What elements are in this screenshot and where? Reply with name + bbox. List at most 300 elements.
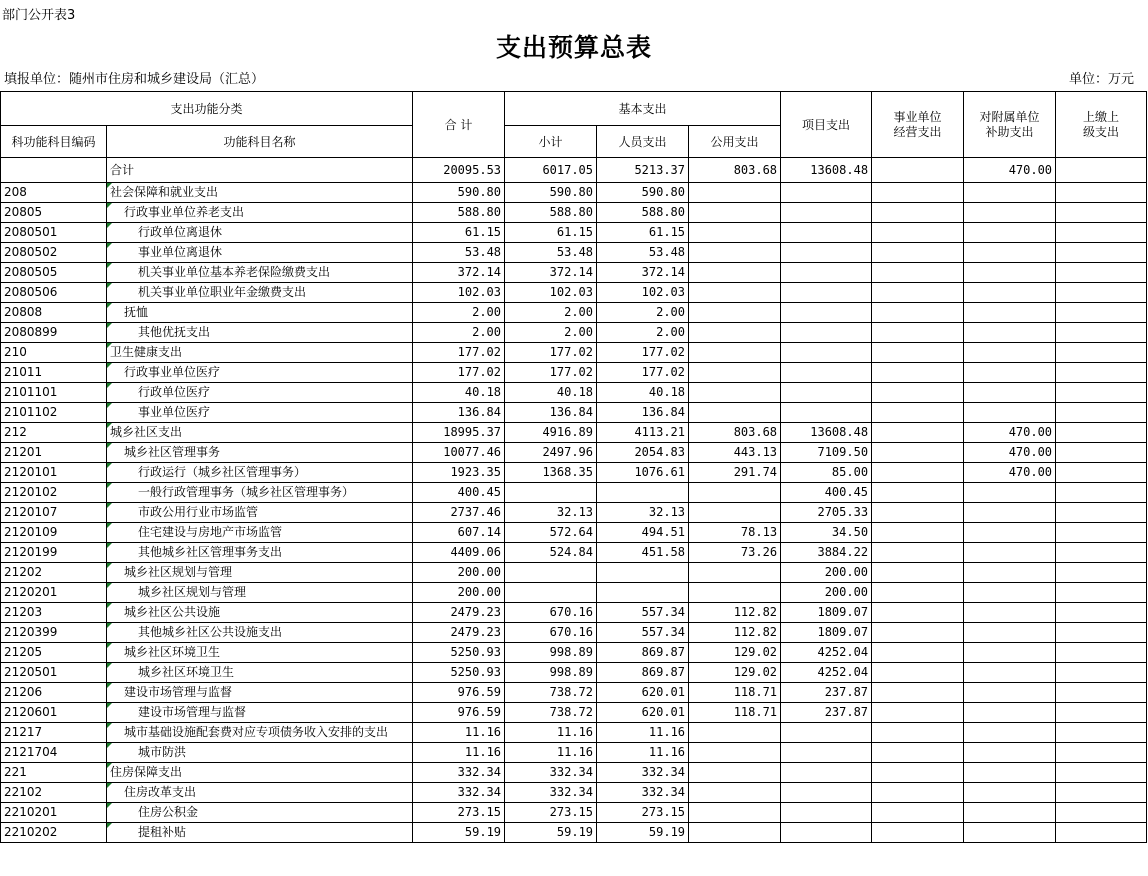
table-row <box>1 803 1147 823</box>
cell-public: 112.82 <box>689 623 781 643</box>
cell-subtotal: 53.48 <box>505 243 597 263</box>
cell-higher <box>1056 403 1147 423</box>
cell-personnel: 332.34 <box>597 783 689 803</box>
cell-name <box>107 323 413 343</box>
cell-higher <box>1056 463 1147 483</box>
cell-personnel: 1076.61 <box>597 463 689 483</box>
cell-personnel: 40.18 <box>597 383 689 403</box>
cell-personnel: 102.03 <box>597 283 689 303</box>
cell-public <box>689 503 781 523</box>
table-row <box>1 503 1147 523</box>
cell-subsidy <box>964 683 1056 703</box>
cell-total: 18995.37 <box>413 423 505 443</box>
cell-name-text: 卫生健康支出 <box>110 345 183 359</box>
cell-name-text: 城市基础设施配套费对应专项债务收入安排的支出 <box>124 725 389 739</box>
cell-subtotal: 372.14 <box>505 263 597 283</box>
cell-subtotal: 998.89 <box>505 663 597 683</box>
cell-subsidy <box>964 783 1056 803</box>
cell-comment-marker-icon <box>107 423 112 428</box>
cell-personnel: 557.34 <box>597 603 689 623</box>
cell-subtotal: 590.80 <box>505 183 597 203</box>
cell-code: 2121704 <box>1 743 107 763</box>
cell-subtotal: 177.02 <box>505 343 597 363</box>
cell-total: 20095.53 <box>413 158 505 183</box>
cell-project: 13608.48 <box>781 158 872 183</box>
cell-comment-marker-icon <box>107 263 112 268</box>
cell-subtotal: 524.84 <box>505 543 597 563</box>
cell-code: 21203 <box>1 603 107 623</box>
cell-code: 20805 <box>1 203 107 223</box>
header-name: 功能科目名称 <box>107 126 413 158</box>
cell-code: 2210202 <box>1 823 107 843</box>
cell-project: 1809.07 <box>781 603 872 623</box>
cell-business <box>872 323 964 343</box>
table-row <box>1 443 1147 463</box>
cell-comment-marker-icon <box>107 183 112 188</box>
header-subsidy-line1: 对附属单位 <box>979 109 1040 124</box>
cell-personnel: 494.51 <box>597 523 689 543</box>
cell-higher <box>1056 583 1147 603</box>
cell-personnel: 620.01 <box>597 683 689 703</box>
cell-comment-marker-icon <box>107 503 112 508</box>
table-row <box>1 683 1147 703</box>
cell-subsidy <box>964 703 1056 723</box>
cell-subsidy: 470.00 <box>964 443 1056 463</box>
cell-name <box>107 623 413 643</box>
cell-project: 2705.33 <box>781 503 872 523</box>
cell-name-text: 机关事业单位职业年金缴费支出 <box>138 285 307 299</box>
cell-subsidy: 470.00 <box>964 158 1056 183</box>
cell-business <box>872 523 964 543</box>
cell-personnel <box>597 563 689 583</box>
cell-name <box>107 483 413 503</box>
cell-higher <box>1056 523 1147 543</box>
cell-name <box>107 823 413 843</box>
cell-public: 118.71 <box>689 703 781 723</box>
cell-personnel: 2.00 <box>597 323 689 343</box>
cell-total: 976.59 <box>413 703 505 723</box>
cell-comment-marker-icon <box>107 383 112 388</box>
cell-business <box>872 363 964 383</box>
cell-code: 2210201 <box>1 803 107 823</box>
cell-code: 20808 <box>1 303 107 323</box>
cell-higher <box>1056 823 1147 843</box>
cell-personnel: 53.48 <box>597 243 689 263</box>
cell-code: 2101102 <box>1 403 107 423</box>
cell-higher <box>1056 158 1147 183</box>
table-row <box>1 583 1147 603</box>
cell-project <box>781 803 872 823</box>
cell-total: 61.15 <box>413 223 505 243</box>
cell-code: 2080505 <box>1 263 107 283</box>
cell-higher <box>1056 603 1147 623</box>
cell-name <box>107 503 413 523</box>
cell-business <box>872 223 964 243</box>
table-row <box>1 523 1147 543</box>
cell-subtotal: 2.00 <box>505 323 597 343</box>
cell-subsidy <box>964 403 1056 423</box>
cell-project <box>781 203 872 223</box>
cell-total: 11.16 <box>413 743 505 763</box>
table-row <box>1 423 1147 443</box>
cell-comment-marker-icon <box>107 603 112 608</box>
cell-project <box>781 783 872 803</box>
cell-project: 237.87 <box>781 683 872 703</box>
cell-total: 372.14 <box>413 263 505 283</box>
cell-higher <box>1056 503 1147 523</box>
cell-personnel: 332.34 <box>597 763 689 783</box>
cell-name <box>107 763 413 783</box>
cell-code: 2120102 <box>1 483 107 503</box>
cell-name-text: 城乡社区规划与管理 <box>138 585 247 599</box>
cell-name-text: 城乡社区支出 <box>110 425 183 439</box>
cell-code: 2080502 <box>1 243 107 263</box>
cell-project <box>781 343 872 363</box>
cell-subsidy <box>964 303 1056 323</box>
cell-project: 200.00 <box>781 583 872 603</box>
cell-code: 208 <box>1 183 107 203</box>
cell-code: 2120107 <box>1 503 107 523</box>
cell-comment-marker-icon <box>107 683 112 688</box>
cell-subtotal <box>505 483 597 503</box>
cell-subtotal: 738.72 <box>505 703 597 723</box>
table-row <box>1 343 1147 363</box>
cell-subsidy <box>964 503 1056 523</box>
cell-personnel: 32.13 <box>597 503 689 523</box>
table-row <box>1 223 1147 243</box>
cell-total: 5250.93 <box>413 643 505 663</box>
cell-subsidy <box>964 803 1056 823</box>
cell-public: 803.68 <box>689 158 781 183</box>
cell-name <box>107 383 413 403</box>
cell-total: 200.00 <box>413 583 505 603</box>
table-row <box>1 183 1147 203</box>
cell-higher <box>1056 263 1147 283</box>
cell-project <box>781 223 872 243</box>
cell-name <box>107 563 413 583</box>
header-subsidy <box>964 92 1056 158</box>
cell-project <box>781 263 872 283</box>
header-business <box>872 92 964 158</box>
cell-name <box>107 643 413 663</box>
cell-subtotal <box>505 583 597 603</box>
cell-project: 85.00 <box>781 463 872 483</box>
header-total: 合 计 <box>413 92 505 158</box>
cell-comment-marker-icon <box>107 623 112 628</box>
cell-subtotal: 2497.96 <box>505 443 597 463</box>
cell-project: 4252.04 <box>781 663 872 683</box>
cell-project: 200.00 <box>781 563 872 583</box>
cell-public <box>689 283 781 303</box>
cell-name-text: 行政单位医疗 <box>138 385 211 399</box>
cell-business <box>872 383 964 403</box>
cell-name-text: 行政单位离退休 <box>138 225 223 239</box>
cell-name <box>107 463 413 483</box>
cell-subtotal: 998.89 <box>505 643 597 663</box>
cell-project: 3884.22 <box>781 543 872 563</box>
cell-name-text: 提租补贴 <box>138 825 187 839</box>
header-subtotal: 小计 <box>505 126 597 158</box>
cell-subsidy <box>964 603 1056 623</box>
cell-project <box>781 243 872 263</box>
cell-subtotal: 40.18 <box>505 383 597 403</box>
cell-name <box>107 403 413 423</box>
cell-code: 212 <box>1 423 107 443</box>
cell-name-text: 一般行政管理事务（城乡社区管理事务） <box>138 485 355 499</box>
cell-subsidy <box>964 203 1056 223</box>
cell-name <box>107 703 413 723</box>
cell-name <box>107 183 413 203</box>
cell-business <box>872 563 964 583</box>
cell-comment-marker-icon <box>107 283 112 288</box>
cell-higher <box>1056 423 1147 443</box>
cell-subsidy <box>964 763 1056 783</box>
table-row <box>1 743 1147 763</box>
cell-higher <box>1056 743 1147 763</box>
cell-name-text: 住房改革支出 <box>124 785 197 799</box>
cell-higher <box>1056 643 1147 663</box>
cell-personnel: 588.80 <box>597 203 689 223</box>
header-business-line1: 事业单位 <box>893 109 942 124</box>
cell-name <box>107 523 413 543</box>
cell-project: 1809.07 <box>781 623 872 643</box>
cell-total: 136.84 <box>413 403 505 423</box>
cell-name <box>107 243 413 263</box>
cell-name-text: 行政事业单位养老支出 <box>124 205 245 219</box>
cell-public: 291.74 <box>689 463 781 483</box>
cell-subsidy <box>964 663 1056 683</box>
cell-subsidy <box>964 823 1056 843</box>
cell-subtotal: 670.16 <box>505 603 597 623</box>
cell-public <box>689 783 781 803</box>
cell-project <box>781 743 872 763</box>
cell-public <box>689 563 781 583</box>
cell-name-text: 事业单位离退休 <box>138 245 223 259</box>
cell-subsidy: 470.00 <box>964 463 1056 483</box>
cell-total: 102.03 <box>413 283 505 303</box>
cell-public <box>689 583 781 603</box>
table-body <box>1 158 1147 843</box>
cell-business <box>872 343 964 363</box>
cell-project: 13608.48 <box>781 423 872 443</box>
cell-personnel: 273.15 <box>597 803 689 823</box>
cell-higher <box>1056 723 1147 743</box>
cell-total: 607.14 <box>413 523 505 543</box>
table-row <box>1 543 1147 563</box>
cell-business <box>872 643 964 663</box>
cell-public <box>689 263 781 283</box>
cell-higher <box>1056 183 1147 203</box>
cell-business <box>872 743 964 763</box>
cell-subsidy <box>964 543 1056 563</box>
cell-total: 10077.46 <box>413 443 505 463</box>
cell-subsidy <box>964 483 1056 503</box>
cell-project: 34.50 <box>781 523 872 543</box>
cell-higher <box>1056 483 1147 503</box>
cell-personnel: 4113.21 <box>597 423 689 443</box>
cell-public <box>689 343 781 363</box>
cell-code: 22102 <box>1 783 107 803</box>
table-row <box>1 303 1147 323</box>
cell-total: 177.02 <box>413 343 505 363</box>
cell-code: 2080506 <box>1 283 107 303</box>
cell-business <box>872 443 964 463</box>
cell-comment-marker-icon <box>107 763 112 768</box>
cell-higher <box>1056 283 1147 303</box>
table-row <box>1 158 1147 183</box>
cell-total: 2737.46 <box>413 503 505 523</box>
cell-code: 2120501 <box>1 663 107 683</box>
cell-name-text: 行政事业单位医疗 <box>124 365 221 379</box>
cell-name <box>107 223 413 243</box>
table-row <box>1 403 1147 423</box>
cell-business <box>872 763 964 783</box>
cell-subsidy <box>964 743 1056 763</box>
cell-personnel: 177.02 <box>597 363 689 383</box>
cell-name <box>107 583 413 603</box>
cell-public: 78.13 <box>689 523 781 543</box>
cell-total: 400.45 <box>413 483 505 503</box>
cell-higher <box>1056 803 1147 823</box>
cell-personnel: 2054.83 <box>597 443 689 463</box>
cell-name-text: 建设市场管理与监督 <box>138 705 247 719</box>
cell-code: 21206 <box>1 683 107 703</box>
cell-total: 4409.06 <box>413 543 505 563</box>
cell-public: 73.26 <box>689 543 781 563</box>
cell-subsidy <box>964 623 1056 643</box>
cell-business <box>872 423 964 443</box>
cell-personnel: 2.00 <box>597 303 689 323</box>
cell-name-text: 城乡社区管理事务 <box>124 445 221 459</box>
cell-name <box>107 283 413 303</box>
cell-subtotal: 1368.35 <box>505 463 597 483</box>
cell-subsidy <box>964 643 1056 663</box>
cell-total: 976.59 <box>413 683 505 703</box>
cell-business <box>872 403 964 423</box>
cell-public: 803.68 <box>689 423 781 443</box>
cell-public <box>689 483 781 503</box>
cell-code <box>1 158 107 183</box>
cell-subsidy <box>964 363 1056 383</box>
cell-subtotal: 670.16 <box>505 623 597 643</box>
table-row <box>1 763 1147 783</box>
cell-code: 2120101 <box>1 463 107 483</box>
cell-higher <box>1056 763 1147 783</box>
header-project: 项目支出 <box>781 92 872 158</box>
cell-higher <box>1056 363 1147 383</box>
header-basic: 基本支出 <box>505 92 781 126</box>
cell-comment-marker-icon <box>107 403 112 408</box>
cell-subtotal: 11.16 <box>505 743 597 763</box>
cell-name-text: 其他城乡社区公共设施支出 <box>138 625 283 639</box>
cell-public: 443.13 <box>689 443 781 463</box>
cell-code: 2120399 <box>1 623 107 643</box>
cell-code: 21011 <box>1 363 107 383</box>
cell-comment-marker-icon <box>107 463 112 468</box>
cell-personnel: 11.16 <box>597 743 689 763</box>
cell-name-text: 住房保障支出 <box>110 765 183 779</box>
cell-subsidy <box>964 523 1056 543</box>
header-code: 科功能科目编码 <box>1 126 107 158</box>
table-row <box>1 663 1147 683</box>
cell-name <box>107 603 413 623</box>
cell-name-text: 事业单位医疗 <box>138 405 211 419</box>
cell-subtotal: 136.84 <box>505 403 597 423</box>
cell-higher <box>1056 243 1147 263</box>
cell-name-text: 合计 <box>110 162 135 177</box>
cell-comment-marker-icon <box>107 663 112 668</box>
cell-name-text: 抚恤 <box>124 305 149 319</box>
cell-subtotal: 61.15 <box>505 223 597 243</box>
cell-business <box>872 203 964 223</box>
cell-project <box>781 403 872 423</box>
cell-public <box>689 223 781 243</box>
table-row <box>1 363 1147 383</box>
cell-business <box>872 723 964 743</box>
table-row <box>1 563 1147 583</box>
cell-project <box>781 183 872 203</box>
cell-name-text: 其他优抚支出 <box>138 325 211 339</box>
cell-total: 177.02 <box>413 363 505 383</box>
cell-name <box>107 743 413 763</box>
cell-business <box>872 503 964 523</box>
cell-higher <box>1056 703 1147 723</box>
cell-public <box>689 383 781 403</box>
cell-name <box>107 663 413 683</box>
cell-name-text: 城市防洪 <box>138 745 187 759</box>
cell-name <box>107 443 413 463</box>
cell-name <box>107 158 413 183</box>
cell-subtotal: 102.03 <box>505 283 597 303</box>
cell-business <box>872 783 964 803</box>
doc-label: 部门公开表3 <box>2 8 76 23</box>
cell-name <box>107 423 413 443</box>
cell-subtotal: 6017.05 <box>505 158 597 183</box>
cell-total: 5250.93 <box>413 663 505 683</box>
cell-personnel: 869.87 <box>597 643 689 663</box>
header-public: 公用支出 <box>689 126 781 158</box>
cell-name-text: 机关事业单位基本养老保险缴费支出 <box>138 265 331 279</box>
cell-business <box>872 243 964 263</box>
cell-name <box>107 803 413 823</box>
cell-public <box>689 203 781 223</box>
cell-comment-marker-icon <box>107 203 112 208</box>
cell-subsidy <box>964 283 1056 303</box>
cell-name-text: 住宅建设与房地产市场监管 <box>138 525 283 539</box>
cell-business <box>872 823 964 843</box>
cell-public <box>689 363 781 383</box>
cell-personnel: 451.58 <box>597 543 689 563</box>
cell-comment-marker-icon <box>107 823 112 828</box>
cell-name <box>107 543 413 563</box>
cell-code: 21205 <box>1 643 107 663</box>
cell-business <box>872 603 964 623</box>
cell-name <box>107 783 413 803</box>
cell-name <box>107 363 413 383</box>
cell-comment-marker-icon <box>107 343 112 348</box>
cell-code: 2101101 <box>1 383 107 403</box>
table-row <box>1 603 1147 623</box>
cell-higher <box>1056 623 1147 643</box>
cell-business <box>872 283 964 303</box>
cell-code: 221 <box>1 763 107 783</box>
cell-business <box>872 158 964 183</box>
table-row <box>1 643 1147 663</box>
cell-comment-marker-icon <box>107 563 112 568</box>
cell-business <box>872 623 964 643</box>
cell-comment-marker-icon <box>107 443 112 448</box>
cell-subsidy <box>964 343 1056 363</box>
